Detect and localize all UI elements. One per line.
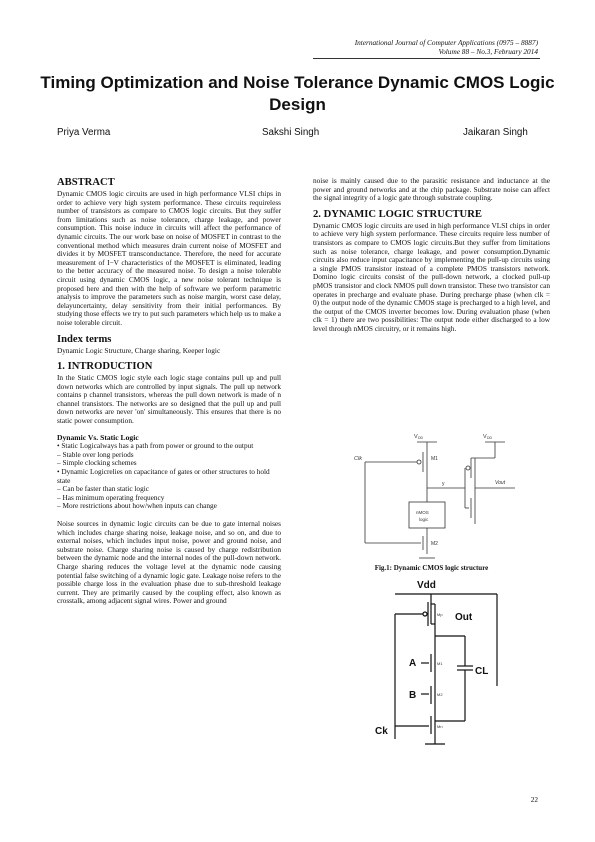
fig2-b-label: B [409, 690, 417, 701]
fig2-ck-label: Ck [375, 726, 388, 737]
fig2-mp-label: Mp [437, 612, 443, 617]
paper-title: Timing Optimization and Noise Tolerance Dynamic CMOS Logic Design [40, 73, 555, 114]
fig1-m1-label: M1 [431, 456, 438, 462]
journal-name: International Journal of Computer Applications (0975 – 8887) [354, 38, 538, 47]
fig1-m2-label: M2 [431, 541, 438, 547]
author-1: Priya Verma [57, 127, 111, 138]
author-2: Sakshi Singh [262, 127, 320, 138]
right-column [313, 177, 550, 334]
introduction-paragraph-2-continued: noise is mainly caused due to the parasitic resistance and inductance at the power and ground networks and at the chip package. Substrate noise can affect the signal integrity of a logic gate through substrate coupling. [313, 176, 550, 203]
fig2-m2-label: M2 [437, 692, 443, 697]
header-rule [313, 58, 540, 59]
abstract-text: Dynamic CMOS logic circuits are used in high performance VLSI chips in order to achieve very high system performance. These circuits requireless number of transistors as compare to CMOS logic circuits. But they suffer from limitations such as noise tolerance, charge leakage, and power consumption. This noise induce in circuits will affect the performance of dynamic circuits. The our work base on noise of MOSFET in contrast to the conventional method which measures drain current noise of MOSFET and divides it by MOSFET transconductance. Therefore, the need for accurate measurement of I−V characteristics of the MOSFET is eliminated, leading to the better accuracy of the measured noise. To design a noise tolerable circuit using dynamic CMOS logic, a new noise tolerant technique is proposed here and then with the help of software we perform parametric analysis to improve the parameters such as noise margin, worst case delay, delayuncertainty, delay sensitivity from their initial performances. By studying those effects we try to put such parameters which help us to make a noise tolerable circuit. [57, 189, 281, 327]
index-terms-text: Dynamic Logic Structure, Charge sharing, Keeper logic [57, 345, 221, 355]
list-item: – Can be faster than static logic [57, 484, 149, 494]
dynamic-vs-static-list [57, 442, 281, 511]
figure-1-dynamic-cmos-diagram [325, 428, 525, 560]
abstract-heading: ABSTRACT [57, 177, 115, 188]
fig1-vout-label: Vout [495, 480, 506, 486]
index-terms-heading: Index terms [57, 333, 112, 345]
list-item: – Has minimum operating frequency [57, 492, 165, 502]
fig1-logic-label: logic [419, 517, 429, 522]
fig2-m1-label: M1 [437, 661, 443, 666]
dynamic-vs-static-heading: Dynamic Vs. Static Logic [57, 432, 139, 442]
fig1-y-label: y [442, 481, 445, 487]
fig2-vdd-label: Vdd [417, 580, 436, 591]
list-item: • Dynamic Logicrelies on capacitance of gates or other structures to hold state [57, 467, 270, 485]
introduction-paragraph-2: Noise sources in dynamic logic circuits can be due to gate internal noises which includes charge sharing noise, leakage noise, and so on, and due to external noises, which includes input noise, power and ground noise, and substrate noise. Charge sharing noise is caused by charge redistribution between the dynamic node and the internal nodes of the pull-down network. Charge sharing reduces the voltage level at the dynamic node causing potential false switching of a dynamic logic gate. Leakage noise refers to the possible charge loss in the evaluation phase due to sub-threshold leakage current. They are primarily caused by the coupling effect, also known as crosstalk, among adjacent signal wires. Power and ground [57, 519, 281, 606]
section-2-text: Dynamic CMOS logic circuits are used in high performance VLSI chips in order to achieve very high system performance. These circuits require less number of transistors as compare to CMOS logic circuits.But they suffer from limitations such as noise tolerance, charge leakage, and power consumption.Dynamic circuits also reduce input capacitance by implementing the pull-up circuits using a single PMOS transistor instead of a complete PMOS transistors network. Domino logic circuits consist of the pull-down network, a clocked pull-up pMOS transistor and clock NMOS pull down transistor. These two transistor can operates in precharge and evaluate phase. During precharge phase (when clk = 0) the output node of the dynamic CMOS stage is precharged to a high level, and the output of the CMOS inverter becomes low. During evaluation phase (when clk = 1) there are two possibilities: The output node either discharged to a low level through nMOS circuitry, or it remains high. [313, 220, 550, 333]
fig1-vdd-label: V [414, 434, 418, 440]
list-item: • Static Logicalways has a path from power or ground to the output [57, 441, 254, 451]
section-2-heading: 2. DYNAMIC LOGIC STRUCTURE [313, 208, 482, 220]
fig1-vdd2-label: V [483, 434, 487, 440]
fig2-a-label: A [409, 658, 417, 669]
figure-1-caption: Fig.1: Dynamic CMOS logic structure [374, 564, 489, 572]
fig1-nmos-label: nMOS [416, 510, 429, 515]
fig2-mn-label: Mn [437, 724, 443, 729]
introduction-heading: 1. INTRODUCTION [57, 361, 153, 373]
figure-2-dynamic-gate-diagram [365, 576, 525, 754]
introduction-paragraph-1: In the Static CMOS logic style each logic stage contains pull up and pull down networks which are controlled by input signals. The pull up network contains p channel transistors, whereas the pull down network is made of n channel transistors. The networks are so designed that the pull up and pull down networks are never 'on' simultaneously. This ensures that there is no static power consumption. [57, 373, 281, 426]
list-item: – Stable over long periods [57, 449, 134, 459]
left-column [57, 177, 281, 606]
fig1-vdd-sub: DD [418, 436, 424, 440]
fig1-vdd2-sub: DD [487, 436, 493, 440]
fig1-clk-label: Clk [354, 456, 362, 462]
journal-volume: Volume 88 – No.3, February 2014 [438, 47, 538, 56]
author-3: Jaikaran Singh [463, 127, 528, 138]
fig2-cl-label: CL [475, 666, 489, 677]
running-header [355, 38, 538, 56]
list-item: – More restrictions about how/when inputs can change [57, 501, 217, 511]
list-item: – Simple clocking schemes [57, 458, 137, 468]
page-number: 22 [530, 795, 538, 804]
fig2-out-label: Out [455, 612, 473, 623]
